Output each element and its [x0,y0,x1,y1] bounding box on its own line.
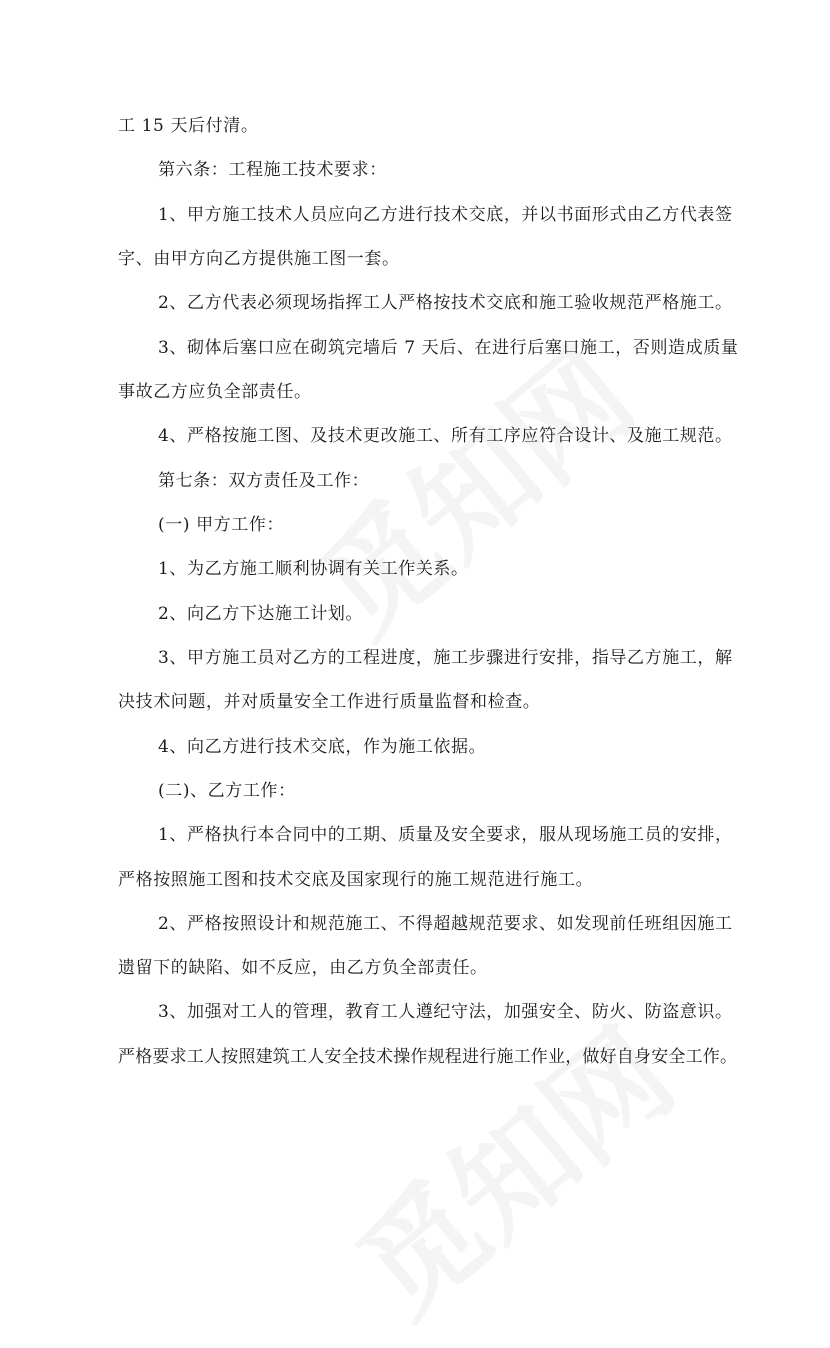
text-line-18: 严格按照施工图和技术交底及国家现行的施工规范进行施工。 [118,870,594,890]
section-a-heading: (一) 甲方工作： [158,515,285,535]
section-b-heading: (二)、乙方工作： [158,781,296,801]
text-line-11: 1、为乙方施工顺利协调有关工作关系。 [158,559,469,579]
text-line-15: 4、向乙方进行技术交底，作为施工依据。 [158,737,487,757]
text-line-20: 遗留下的缺陷、如不反应，由乙方负全部责任。 [118,958,488,978]
text-line-1: 工 15 天后付清。 [118,116,259,136]
text-line-21: 3、加强对工人的管理，教育工人遵纪守法，加强安全、防火、防盗意识。 [158,1002,733,1022]
text-line-17: 1、严格执行本合同中的工期、质量及安全要求，服从现场施工员的安排， [158,825,733,845]
article-6-heading: 第六条：工程施工技术要求： [158,160,387,180]
text-line-3: 1、甲方施工技术人员应向乙方进行技术交底，并以书面形式由乙方代表签 [158,205,733,225]
text-line-13: 3、甲方施工员对乙方的工程进度，施工步骤进行安排，指导乙方施工，解 [158,648,733,668]
text-line-4: 字、由甲方向乙方提供施工图一套。 [118,249,400,269]
text-line-8: 4、严格按施工图、及技术更改施工、所有工序应符合设计、及施工规范。 [158,426,733,446]
text-line-14: 决技术问题，并对质量安全工作进行质量监督和检查。 [118,692,541,712]
text-line-5: 2、乙方代表必须现场指挥工人严格按技术交底和施工验收规范严格施工。 [158,293,733,313]
text-line-12: 2、向乙方下达施工计划。 [158,604,364,624]
text-line-22: 严格要求工人按照建筑工人安全技术操作规程进行施工作业，做好自身安全工作。 [118,1047,738,1067]
text-line-6: 3、砌体后塞口应在砌筑完墙后 7 天后、在进行后塞口施工，否则造成质量 [158,338,739,358]
watermark-lower [317,984,703,1347]
article-7-heading: 第七条：双方责任及工作： [158,471,370,491]
text-line-19: 2、严格按照设计和规范施工、不得超越规范要求、如发现前任班组因施工 [158,914,733,934]
text-line-7: 事故乙方应负全部责任。 [118,382,312,402]
